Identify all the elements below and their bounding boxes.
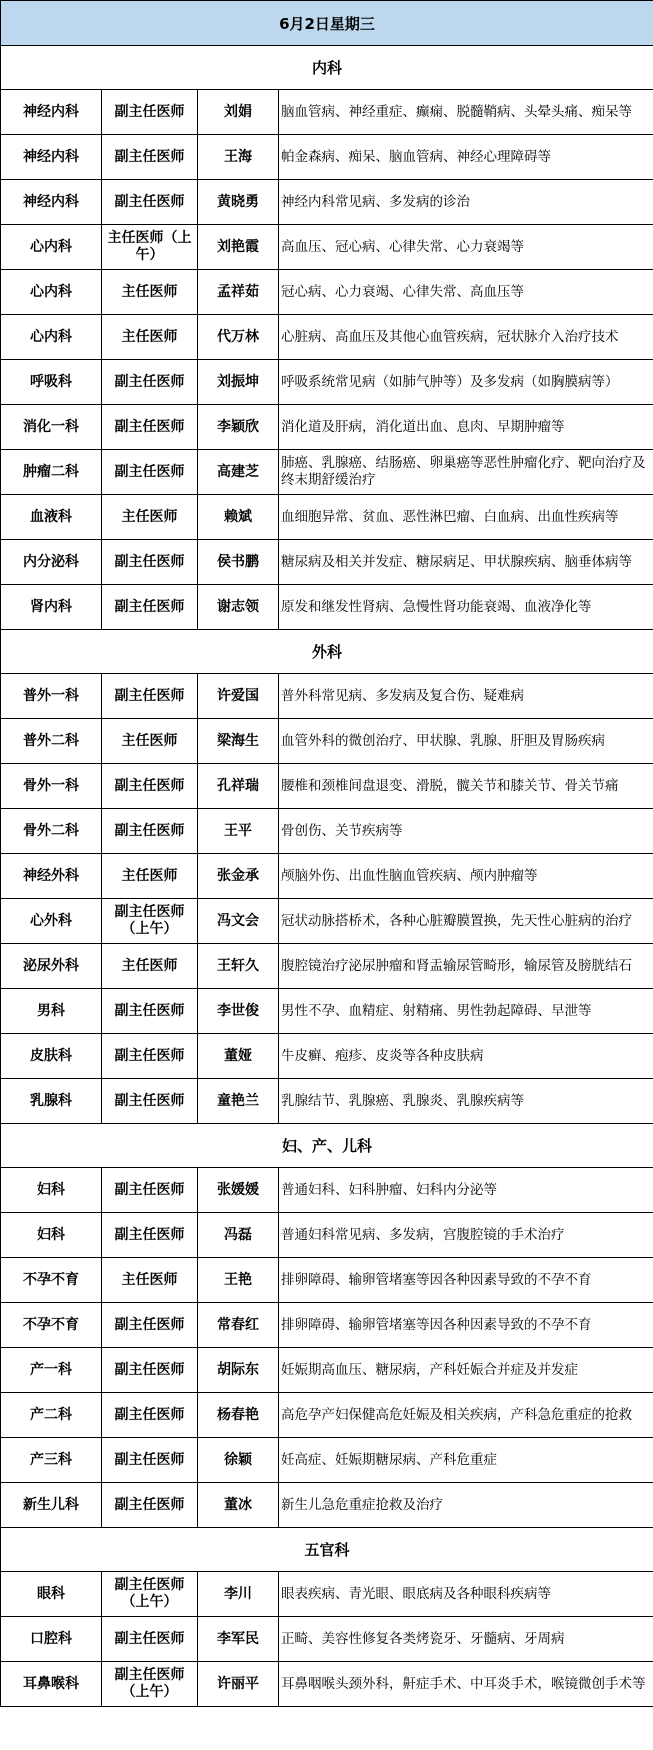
specialty-cell: 骨创伤、关节疾病等: [279, 809, 653, 854]
specialty-cell: 牛皮癣、疱疹、皮炎等各种皮肤病: [279, 1034, 653, 1079]
doctor-row: [1, 809, 653, 854]
doctor-row: [1, 1079, 653, 1124]
doctor-title-cell: 副主任医师: [102, 1303, 198, 1348]
doctor-title-cell: 副主任医师: [102, 90, 198, 135]
doctor-name-cell: 谢志领: [198, 585, 279, 630]
department-cell: 产一科: [1, 1348, 102, 1393]
doctor-name-cell: 王艳: [198, 1258, 279, 1303]
specialty-cell: 帕金森病、痴呆、脑血管病、神经心理障碍等: [279, 135, 653, 180]
doctor-name-cell: 许爱国: [198, 674, 279, 719]
specialty-cell: 高危孕产妇保健高危妊娠及相关疾病，产科急危重症的抢救: [279, 1393, 653, 1438]
doctor-row: [1, 1572, 653, 1617]
doctor-name-cell: 王轩久: [198, 944, 279, 989]
specialty-cell: 耳鼻咽喉头颈外科，鼾症手术、中耳炎手术，喉镜微创手术等: [279, 1662, 653, 1707]
department-cell: 新生儿科: [1, 1483, 102, 1528]
department-cell: 泌尿外科: [1, 944, 102, 989]
section-header-row: [1, 1528, 653, 1572]
doctor-name-cell: 高建芝: [198, 450, 279, 495]
doctor-name-cell: 刘娟: [198, 90, 279, 135]
specialty-cell: 排卵障碍、输卵管堵塞等因各种因素导致的不孕不育: [279, 1303, 653, 1348]
department-cell: 神经内科: [1, 90, 102, 135]
specialty-cell: 血细胞异常、贫血、恶性淋巴瘤、白血病、出血性疾病等: [279, 495, 653, 540]
department-cell: 消化一科: [1, 405, 102, 450]
doctor-name-cell: 李世俊: [198, 989, 279, 1034]
department-cell: 妇科: [1, 1213, 102, 1258]
specialty-cell: 呼吸系统常见病（如肺气肿等）及多发病（如胸膜病等）: [279, 360, 653, 405]
specialty-cell: 正畸、美容性修复各类烤瓷牙、牙髓病、牙周病: [279, 1617, 653, 1662]
doctor-row: [1, 405, 653, 450]
department-cell: 普外一科: [1, 674, 102, 719]
specialty-cell: 新生儿急危重症抢救及治疗: [279, 1483, 653, 1528]
department-cell: 男科: [1, 989, 102, 1034]
section-title: 五官科: [1, 1528, 653, 1572]
doctor-name-cell: 李军民: [198, 1617, 279, 1662]
doctor-row: [1, 1258, 653, 1303]
doctor-name-cell: 许丽平: [198, 1662, 279, 1707]
department-cell: 心内科: [1, 270, 102, 315]
department-cell: 不孕不育: [1, 1258, 102, 1303]
doctor-name-cell: 张媛媛: [198, 1168, 279, 1213]
doctor-row: [1, 540, 653, 585]
doctor-row: [1, 450, 653, 495]
section-title: 外科: [1, 630, 653, 674]
doctor-row: [1, 854, 653, 899]
specialty-cell: 冠状动脉搭桥术，各种心脏瓣膜置换，先天性心脏病的治疗: [279, 899, 653, 944]
doctor-name-cell: 王平: [198, 809, 279, 854]
specialty-cell: 腰椎和颈椎间盘退变、滑脱，髋关节和膝关节、骨关节痛: [279, 764, 653, 809]
doctor-row: [1, 1617, 653, 1662]
doctor-row: [1, 764, 653, 809]
doctor-row: [1, 1303, 653, 1348]
department-cell: 血液科: [1, 495, 102, 540]
section-header-row: [1, 630, 653, 674]
doctor-name-cell: 孟祥茹: [198, 270, 279, 315]
specialty-cell: 血管外科的微创治疗、甲状腺、乳腺、肝胆及胃肠疾病: [279, 719, 653, 764]
doctor-row: [1, 180, 653, 225]
specialty-cell: 原发和继发性肾病、急慢性肾功能衰竭、血液净化等: [279, 585, 653, 630]
doctor-name-cell: 冯磊: [198, 1213, 279, 1258]
department-cell: 产二科: [1, 1393, 102, 1438]
doctor-title-cell: 主任医师: [102, 495, 198, 540]
doctor-row: [1, 1483, 653, 1528]
department-cell: 妇科: [1, 1168, 102, 1213]
department-cell: 乳腺科: [1, 1079, 102, 1124]
doctor-name-cell: 刘振坤: [198, 360, 279, 405]
doctor-name-cell: 侯书鹏: [198, 540, 279, 585]
doctor-row: [1, 360, 653, 405]
section-title: 内科: [1, 46, 653, 90]
doctor-row: [1, 899, 653, 944]
date-header-row: [1, 1, 653, 46]
department-cell: 肾内科: [1, 585, 102, 630]
specialty-cell: 糖尿病及相关并发症、糖尿病足、甲状腺疾病、脑垂体病等: [279, 540, 653, 585]
doctor-title-cell: 副主任医师: [102, 135, 198, 180]
section-title: 妇、产、儿科: [1, 1124, 653, 1168]
date-header: 6月2日星期三: [1, 1, 653, 46]
doctor-title-cell: 副主任医师: [102, 405, 198, 450]
doctor-title-cell: 副主任医师: [102, 1483, 198, 1528]
specialty-cell: 妊高症、妊娠期糖尿病、产科危重症: [279, 1438, 653, 1483]
schedule-body: [1, 1, 653, 1707]
specialty-cell: 普外科常见病、多发病及复合伤、疑难病: [279, 674, 653, 719]
doctor-name-cell: 李川: [198, 1572, 279, 1617]
doctor-row: [1, 90, 653, 135]
department-cell: 骨外二科: [1, 809, 102, 854]
doctor-name-cell: 冯文会: [198, 899, 279, 944]
specialty-cell: 心脏病、高血压及其他心血管疾病，冠状脉介入治疗技术: [279, 315, 653, 360]
department-cell: 产三科: [1, 1438, 102, 1483]
specialty-cell: 普通妇科常见病、多发病，宫腹腔镜的手术治疗: [279, 1213, 653, 1258]
doctor-row: [1, 1168, 653, 1213]
specialty-cell: 脑血管病、神经重症、癫痫、脱髓鞘病、头晕头痛、痴呆等: [279, 90, 653, 135]
doctor-row: [1, 989, 653, 1034]
section-header-row: [1, 1124, 653, 1168]
doctor-title-cell: 主任医师: [102, 315, 198, 360]
doctor-title-cell: 主任医师: [102, 944, 198, 989]
specialty-cell: 冠心病、心力衰竭、心律失常、高血压等: [279, 270, 653, 315]
doctor-title-cell: 副主任医师（上午）: [102, 1572, 198, 1617]
specialty-cell: 高血压、冠心病、心律失常、心力衰竭等: [279, 225, 653, 270]
doctor-row: [1, 135, 653, 180]
doctor-name-cell: 徐颖: [198, 1438, 279, 1483]
department-cell: 不孕不育: [1, 1303, 102, 1348]
doctor-title-cell: 副主任医师: [102, 180, 198, 225]
doctor-title-cell: 副主任医师（上午）: [102, 899, 198, 944]
department-cell: 皮肤科: [1, 1034, 102, 1079]
doctor-row: [1, 1393, 653, 1438]
doctor-row: [1, 585, 653, 630]
doctor-name-cell: 张金承: [198, 854, 279, 899]
doctor-name-cell: 王海: [198, 135, 279, 180]
specialty-cell: 消化道及肝病，消化道出血、息肉、早期肿瘤等: [279, 405, 653, 450]
doctor-title-cell: 副主任医师: [102, 1438, 198, 1483]
doctor-row: [1, 315, 653, 360]
doctor-name-cell: 杨春艳: [198, 1393, 279, 1438]
doctor-name-cell: 董娅: [198, 1034, 279, 1079]
doctor-row: [1, 1662, 653, 1707]
doctor-name-cell: 代万林: [198, 315, 279, 360]
doctor-row: [1, 1034, 653, 1079]
doctor-title-cell: 主任医师: [102, 719, 198, 764]
department-cell: 心内科: [1, 315, 102, 360]
doctor-row: [1, 270, 653, 315]
specialty-cell: 神经内科常见病、多发病的诊治: [279, 180, 653, 225]
specialty-cell: 腹腔镜治疗泌尿肿瘤和肾盂输尿管畸形，输尿管及膀胱结石: [279, 944, 653, 989]
doctor-name-cell: 黄晓勇: [198, 180, 279, 225]
doctor-name-cell: 赖斌: [198, 495, 279, 540]
department-cell: 心外科: [1, 899, 102, 944]
doctor-title-cell: 主任医师（上午）: [102, 225, 198, 270]
department-cell: 内分泌科: [1, 540, 102, 585]
doctor-row: [1, 1348, 653, 1393]
doctor-title-cell: 副主任医师: [102, 809, 198, 854]
doctor-title-cell: 主任医师: [102, 854, 198, 899]
doctor-title-cell: 副主任医师: [102, 989, 198, 1034]
department-cell: 肿瘤二科: [1, 450, 102, 495]
doctor-row: [1, 1213, 653, 1258]
specialty-cell: 眼表疾病、青光眼、眼底病及各种眼科疾病等: [279, 1572, 653, 1617]
doctor-name-cell: 梁海生: [198, 719, 279, 764]
doctor-title-cell: 副主任医师: [102, 540, 198, 585]
doctor-title-cell: 副主任医师: [102, 1617, 198, 1662]
doctor-title-cell: 副主任医师: [102, 1393, 198, 1438]
specialty-cell: 普通妇科、妇科肿瘤、妇科内分泌等: [279, 1168, 653, 1213]
section-header-row: [1, 46, 653, 90]
doctor-title-cell: 副主任医师: [102, 1079, 198, 1124]
doctor-row: [1, 674, 653, 719]
department-cell: 耳鼻喉科: [1, 1662, 102, 1707]
doctor-title-cell: 主任医师: [102, 1258, 198, 1303]
doctor-title-cell: 副主任医师: [102, 360, 198, 405]
doctor-title-cell: 副主任医师: [102, 764, 198, 809]
department-cell: 普外二科: [1, 719, 102, 764]
doctor-title-cell: 副主任医师（上午）: [102, 1662, 198, 1707]
doctor-name-cell: 胡际东: [198, 1348, 279, 1393]
doctor-row: [1, 225, 653, 270]
department-cell: 神经外科: [1, 854, 102, 899]
doctor-name-cell: 李颖欣: [198, 405, 279, 450]
doctor-title-cell: 副主任医师: [102, 450, 198, 495]
doctor-row: [1, 944, 653, 989]
doctor-name-cell: 童艳兰: [198, 1079, 279, 1124]
doctor-title-cell: 副主任医师: [102, 1034, 198, 1079]
department-cell: 呼吸科: [1, 360, 102, 405]
doctor-title-cell: 副主任医师: [102, 585, 198, 630]
specialty-cell: 男性不孕、血精症、射精痛、男性勃起障碍、早泄等: [279, 989, 653, 1034]
doctor-title-cell: 副主任医师: [102, 674, 198, 719]
specialty-cell: 排卵障碍、输卵管堵塞等因各种因素导致的不孕不育: [279, 1258, 653, 1303]
doctor-title-cell: 主任医师: [102, 270, 198, 315]
department-cell: 眼科: [1, 1572, 102, 1617]
department-cell: 口腔科: [1, 1617, 102, 1662]
specialty-cell: 颅脑外伤、出血性脑血管疾病、颅内肿瘤等: [279, 854, 653, 899]
department-cell: 神经内科: [1, 180, 102, 225]
department-cell: 神经内科: [1, 135, 102, 180]
specialty-cell: 肺癌、乳腺癌、结肠癌、卵巢癌等恶性肿瘤化疗、靶向治疗及终末期舒缓治疗: [279, 450, 653, 495]
doctor-row: [1, 1438, 653, 1483]
doctor-row: [1, 495, 653, 540]
doctor-name-cell: 董冰: [198, 1483, 279, 1528]
specialty-cell: 乳腺结节、乳腺癌、乳腺炎、乳腺疾病等: [279, 1079, 653, 1124]
doctor-title-cell: 副主任医师: [102, 1213, 198, 1258]
doctor-name-cell: 孔祥瑞: [198, 764, 279, 809]
department-cell: 骨外一科: [1, 764, 102, 809]
doctor-row: [1, 719, 653, 764]
department-cell: 心内科: [1, 225, 102, 270]
doctor-name-cell: 常春红: [198, 1303, 279, 1348]
doctor-name-cell: 刘艳霞: [198, 225, 279, 270]
doctor-title-cell: 副主任医师: [102, 1168, 198, 1213]
doctor-title-cell: 副主任医师: [102, 1348, 198, 1393]
specialty-cell: 妊娠期高血压、糖尿病，产科妊娠合并症及并发症: [279, 1348, 653, 1393]
